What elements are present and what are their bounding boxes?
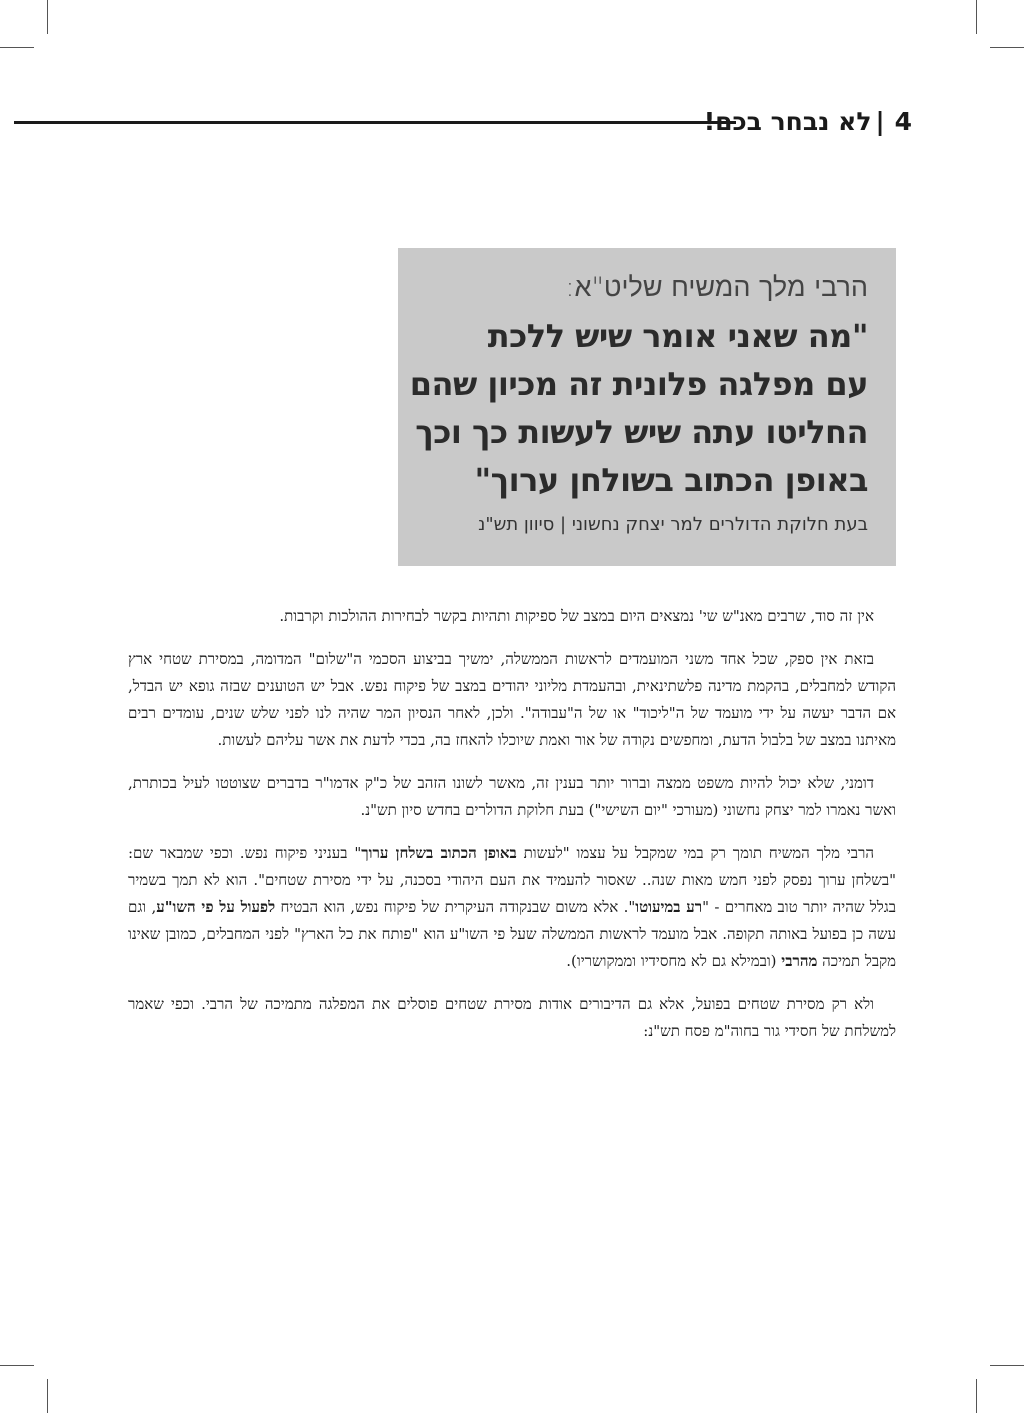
page-number: 4 xyxy=(894,107,912,136)
pull-quote-box xyxy=(398,248,896,566)
quote-source: בעת חלוקת הדולרים למר יצחק נחשוני | סיוון תש"נ xyxy=(478,514,868,535)
quote-line: באופן הכתוב בשולחן ערוך" xyxy=(474,461,868,499)
quote-line: החליטו עתה שיש לעשות כך וכך xyxy=(415,413,868,451)
header-title: לא נבחר בכם! xyxy=(703,107,872,136)
bold-text: לפעול על פי השו"ע xyxy=(156,898,276,916)
crop-mark-bottom-left xyxy=(47,1379,48,1413)
article-body xyxy=(128,603,896,1061)
crop-mark-top-left-h xyxy=(0,47,34,48)
quote-text xyxy=(409,312,868,504)
quote-line: "מה שאני אומר שיש ללכת xyxy=(487,317,868,355)
paragraph: בזאת אין ספק, שכל אחד משני המועמדים לראשות הממשלה, ימשיך בביצוע הסכמי ה"שלום" המדומה, במסירת שטחי ארץ הקודש למחבלים, בהקמת מדינה פלשתינאית, ובהעמדת מליוני יהודים במצב של פיקוח נפש. אבל יש הטוענים שבזה גופא יש הבדל, אם הדבר יעשה על ידי מועמד של ה"ליכוד" או של ה"עבודה". ולכן, לאחר הנסיון המר שהיה לנו לפני שלש שנים, עומדים רבים מאיתנו במצב של בלבול הדעת, ומחפשים נקודה של אור ואמת שיוכלו להאחז בה, בכדי לדעת את אשר עליהם לעשות. xyxy=(128,650,896,749)
paragraph xyxy=(128,840,896,975)
text-run: הרבי מלך המשיח תומך רק במי שמקבל על עצמו "לעשות xyxy=(516,844,874,862)
crop-mark-bottom-right xyxy=(976,1379,977,1413)
crop-mark-top-left xyxy=(47,0,48,34)
paragraph: ולא רק מסירת שטחים בפועל, אלא גם הדיבורים אודות מסירת שטחים פוסלים את המפלגה מתמיכה של הרבי. וכפי שאמר למשלחת של חסידי גור בחוה"מ פסח תש"נ: xyxy=(128,995,896,1040)
bold-text: רע במיעוטו xyxy=(635,898,703,916)
text-run: , וגם עשה כן בפועל באותה תקופה. אבל מועמד לראשות הממשלה שעל פי השו"ע הוא "פותח את כל הארץ" לפני המחבלים, כמובן שאינו מקבל תמיכה xyxy=(128,898,896,970)
paragraph: דומני, שלא יכול להיות משפט ממצה וברור יותר בענין זה, מאשר לשונו הזהב של כ"ק אדמו"ר בדברים שצוטטו לעיל בכותרת, ואשר נאמרו למר יצחק נחשוני (מעורכי "יום השישי") בעת חלוקת הדולרים בחדש סיון תש"נ. xyxy=(128,774,896,819)
running-header xyxy=(704,104,912,140)
crop-mark-top-right xyxy=(976,0,977,34)
text-run: (ובמילא גם לא מחסידיו וממקושריו). xyxy=(566,952,782,970)
quote-intro: הרבי מלך המשיח שליט"א: xyxy=(565,272,868,303)
paragraph: אין זה סוד, שרבים מאנ"ש שי' נמצאים היום במצב של ספיקות ותהיות בקשר לבחירות ההולכות וקרבות. xyxy=(279,607,874,625)
crop-mark-top-right-h xyxy=(990,47,1024,48)
crop-mark-bottom-right-h xyxy=(990,1365,1024,1366)
header-separator: | xyxy=(875,107,885,136)
bold-text: מהרבי xyxy=(781,952,818,970)
header-rule xyxy=(14,121,736,124)
quote-line: עם מפלגה פלונית זה מכיון שהם xyxy=(409,365,868,403)
text-run: ". אלא משום שבנקודה העיקרית של פיקוח נפש, הוא הבטיח xyxy=(275,898,636,916)
crop-mark-bottom-left-h xyxy=(0,1365,34,1366)
bold-text: באופן הכתוב בשלחן ערוך xyxy=(361,844,517,862)
text-run: " בעניני פיקוח נפש. וכפי שמבאר שם: "בשלחן ערוך נפסק לפני חמש מאות שנה.. שאסור להעמיד את העם היהודי בסכנה, על ידי מסירת שטחים". הוא לא תמך בשמיר בגלל שהיה יותר טוב מאחרים - " xyxy=(128,844,896,916)
